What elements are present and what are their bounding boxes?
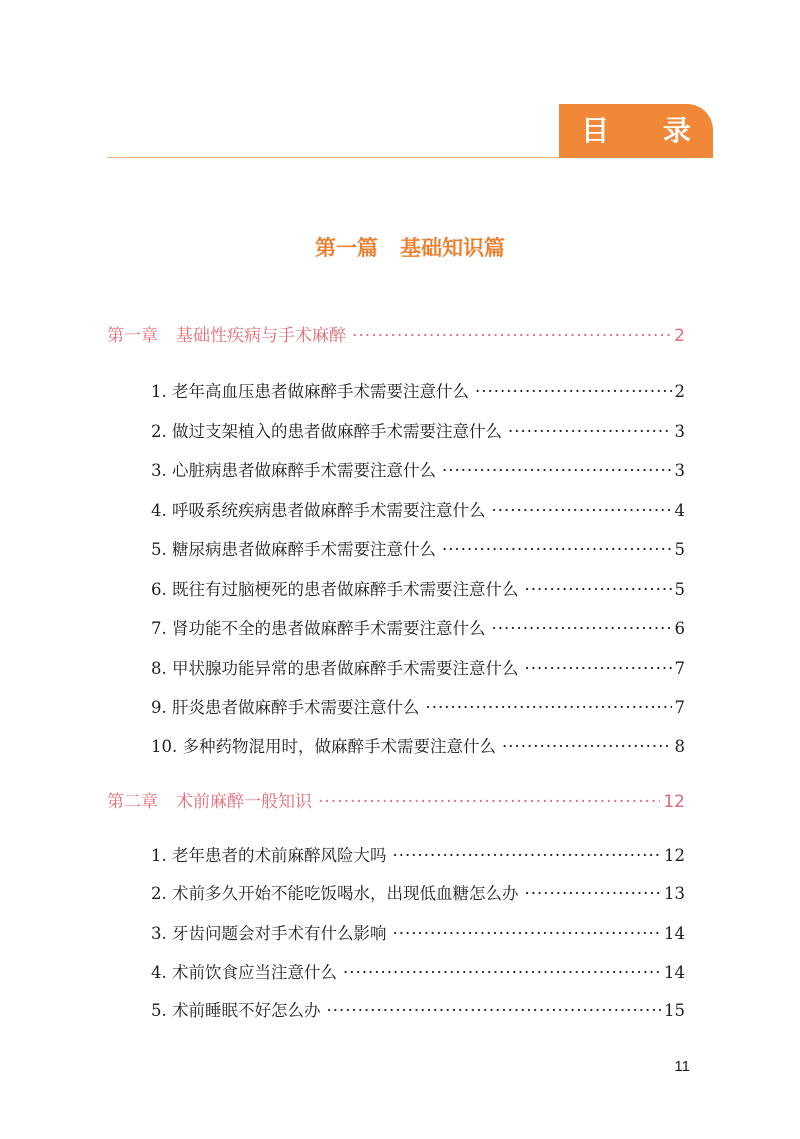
toc-entry[interactable] xyxy=(151,457,685,481)
entry-title: 1. 老年高血压患者做麻醉手术需要注意什么 xyxy=(151,382,469,401)
toc-entry[interactable] xyxy=(151,997,685,1021)
entry-title: 2. 做过支架植入的患者做麻醉手术需要注意什么 xyxy=(151,422,502,441)
toc-entry[interactable] xyxy=(151,497,685,521)
toc-entry[interactable] xyxy=(151,959,685,983)
leader-dots xyxy=(318,792,660,812)
toc-entry[interactable] xyxy=(151,694,685,718)
toc-entry[interactable] xyxy=(151,842,685,866)
entry-page: 15 xyxy=(664,1001,685,1020)
toc-header-tab: 目 录 xyxy=(559,104,713,158)
entry-title: 3. 牙齿问题会对手术有什么影响 xyxy=(151,924,387,943)
toc-entry[interactable] xyxy=(151,880,685,904)
toc-entry[interactable] xyxy=(151,920,685,944)
entry-title: 7. 肾功能不全的患者做麻醉手术需要注意什么 xyxy=(151,619,486,638)
leader-dots xyxy=(508,422,672,441)
leader-dots xyxy=(492,501,672,520)
part-title xyxy=(0,232,800,262)
chapter-title: 术前麻醉一般知识 xyxy=(176,792,312,812)
page-number: 11 xyxy=(674,1058,690,1075)
entry-title: 3. 心脏病患者做麻醉手术需要注意什么 xyxy=(151,461,436,480)
toc-entry[interactable] xyxy=(151,378,685,402)
toc-entry[interactable] xyxy=(151,576,685,600)
entry-title: 5. 术前睡眠不好怎么办 xyxy=(151,1001,321,1020)
leader-dots xyxy=(525,659,672,678)
entry-title: 9. 肝炎患者做麻醉手术需要注意什么 xyxy=(151,698,420,717)
entry-page: 3 xyxy=(674,422,685,441)
part-name: 基础知识篇 xyxy=(400,236,505,260)
entry-title: 1. 老年患者的术前麻醉风险大吗 xyxy=(151,846,387,865)
entry-page: 6 xyxy=(674,619,685,638)
leader-dots xyxy=(442,540,672,559)
entry-title: 2. 术前多久开始不能吃饭喝水，出现低血糖怎么办 xyxy=(151,884,519,903)
entry-page: 13 xyxy=(664,884,685,903)
entry-title: 4. 呼吸系统疾病患者做麻醉手术需要注意什么 xyxy=(151,501,486,520)
part-label: 第一篇 xyxy=(315,236,378,260)
leader-dots xyxy=(475,382,672,401)
toc-entry[interactable] xyxy=(151,733,685,757)
entry-title: 4. 术前饮食应当注意什么 xyxy=(151,963,337,982)
chapter-page: 12 xyxy=(663,792,685,812)
leader-dots xyxy=(492,619,672,638)
entry-page: 14 xyxy=(664,963,685,982)
entry-page: 8 xyxy=(674,737,685,756)
entry-page: 3 xyxy=(674,461,685,480)
chapter-number: 第二章 xyxy=(107,792,158,812)
toc-entry[interactable] xyxy=(151,536,685,560)
entry-page: 5 xyxy=(674,580,685,599)
leader-dots xyxy=(352,326,671,346)
entry-page: 4 xyxy=(674,501,685,520)
leader-dots xyxy=(327,1001,662,1020)
leader-dots xyxy=(343,963,661,982)
chapter-page: 2 xyxy=(674,326,685,346)
entry-title: 5. 糖尿病患者做麻醉手术需要注意什么 xyxy=(151,540,436,559)
entry-title: 8. 甲状腺功能异常的患者做麻醉手术需要注意什么 xyxy=(151,659,519,678)
toc-entry[interactable] xyxy=(151,615,685,639)
entry-page: 7 xyxy=(674,659,685,678)
entry-page: 12 xyxy=(664,846,685,865)
entry-page: 5 xyxy=(674,540,685,559)
leader-dots xyxy=(442,461,672,480)
entry-page: 2 xyxy=(674,382,685,401)
leader-dots xyxy=(525,884,662,903)
leader-dots xyxy=(393,846,662,865)
entry-page: 7 xyxy=(674,698,685,717)
entry-title: 10. 多种药物混用时，做麻醉手术需要注意什么 xyxy=(151,737,496,756)
toc-entry[interactable] xyxy=(151,418,685,442)
chapter-title: 基础性疾病与手术麻醉 xyxy=(176,326,346,346)
entry-page: 14 xyxy=(664,924,685,943)
toc-entry[interactable] xyxy=(151,655,685,679)
toc-chapter-1[interactable] xyxy=(107,321,685,346)
entry-title: 6. 既往有过脑梗死的患者做麻醉手术需要注意什么 xyxy=(151,580,519,599)
leader-dots xyxy=(426,698,672,717)
leader-dots xyxy=(525,580,672,599)
leader-dots xyxy=(393,924,662,943)
toc-chapter-2[interactable] xyxy=(107,787,685,812)
leader-dots xyxy=(502,737,672,756)
chapter-number: 第一章 xyxy=(107,326,158,346)
